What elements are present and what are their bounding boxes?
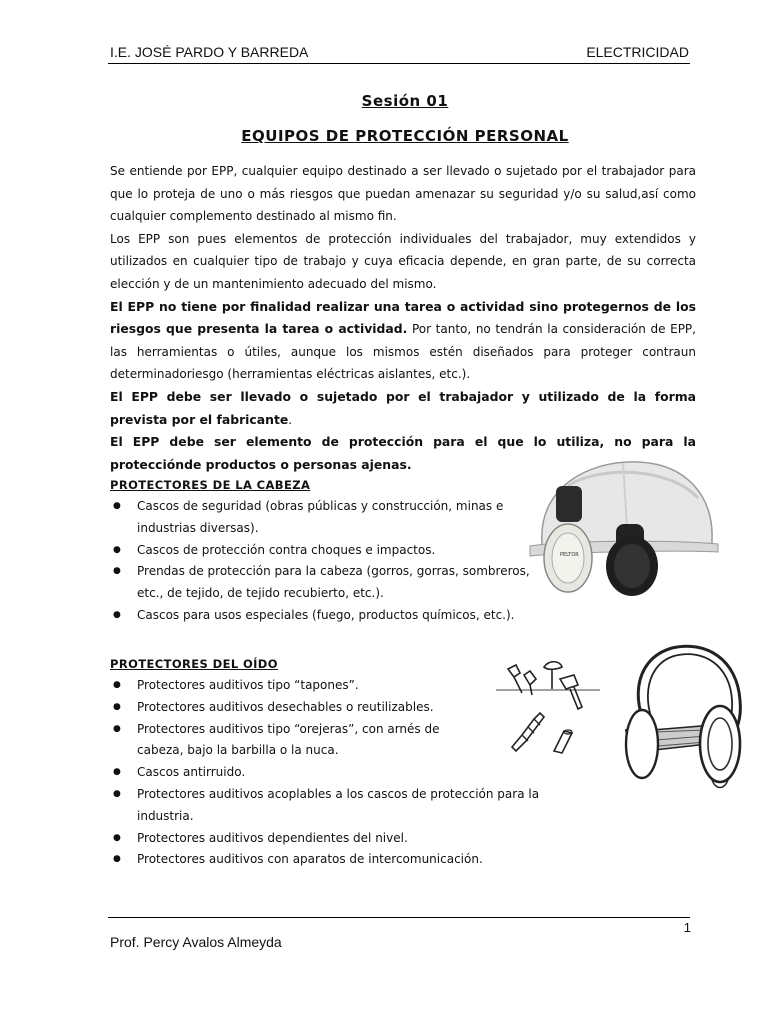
intro-p3-bold: El EPP no tiene por finalidad realizar una tarea o actividad sino protegernos de los riesgos que presenta la tarea o actividad. (110, 298, 696, 337)
intro-text (110, 160, 696, 476)
page-number: 1 (683, 920, 691, 935)
bullet-icon: ● (113, 788, 121, 799)
list-item: ● Protectores auditivos dependientes del nivel. (110, 828, 580, 850)
helmet-brand-label: PELTOR (560, 552, 579, 558)
earmuffs-image (612, 640, 762, 825)
intro-p4-end: . (288, 412, 293, 427)
list-item: ● Protectores auditivos desechables o reutilizables. (110, 697, 580, 719)
list-item: ● Protectores auditivos tipo “tapones”. (110, 675, 580, 697)
list-item: ● Cascos de protección contra choques e impactos. (110, 540, 540, 562)
list-item: ● Protectores auditivos tipo “orejeras”, con arnés de cabeza, bajo la barbilla o la nuca. (110, 719, 580, 763)
list-item: ● Prendas de protección para la cabeza (gorros, gorras, sombreros, etc., de tejido, de tejido recubierto, etc.). (110, 561, 540, 605)
footer-author: Prof. Percy Avalos Almeyda (110, 934, 282, 950)
bullet-icon: ● (113, 723, 121, 734)
session-title: Sesión 01 (361, 92, 449, 110)
intro-p3-rest: Por tanto, no tendrán la consideración de EPP, las herramientas o útiles, aunque los mismos estén diseñados para proteger contraun determinadoriesgo (herramientas eléctricas aislantes, etc.). (110, 322, 696, 382)
bullet-icon: ● (113, 854, 121, 865)
footer-divider (108, 917, 690, 918)
list-item: ● Protectores auditivos con aparatos de intercomunicación. (110, 849, 580, 871)
head-protectors-title: PROTECTORES DE LA CABEZA (110, 478, 311, 492)
list-item: ● Cascos de seguridad (obras públicas y construcción, minas e industrias diversas). (110, 496, 540, 540)
helmet-earmuffs-image (528, 448, 724, 596)
list-item: ● Cascos antirruido. (110, 762, 580, 784)
main-title: EQUIPOS DE PROTECCIÓN PERSONAL (241, 127, 569, 145)
intro-p4-bold: El EPP debe ser llevado o sujetado por el trabajador y utilizado de la forma prevista por el fabricante (110, 388, 696, 427)
intro-p5-bold: El EPP debe ser elemento de protección para el que lo utiliza, no para la protecciónde productos o personas ajenas. (110, 434, 696, 472)
earplugs-image (494, 655, 602, 767)
header-subject: ELECTRICIDAD (586, 44, 689, 60)
header-divider (108, 63, 690, 64)
bullet-icon: ● (113, 566, 121, 577)
list-item: ● Protectores auditivos acoplables a los cascos de protección para la industria. (110, 784, 580, 828)
intro-paragraph-1: Se entiende por EPP, cualquier equipo destinado a ser llevado o sujetado por el trabajador para que lo proteja de uno o más riesgos que puedan amenazar su seguridad y/o su salud,así como cualquier complemento destinado al mismo fin. (110, 164, 696, 224)
bullet-icon: ● (113, 501, 121, 511)
bullet-icon: ● (113, 609, 121, 620)
list-item: ● Cascos para usos especiales (fuego, productos químicos, etc.). (110, 605, 540, 627)
bullet-icon: ● (113, 832, 121, 843)
head-protectors-list (110, 496, 540, 627)
header-school: I.E. JOSÉ PARDO Y BARREDA (110, 44, 309, 60)
bullet-icon: ● (113, 544, 121, 555)
intro-paragraph-4 (110, 386, 696, 431)
ear-protectors-title: PROTECTORES DEL OÍDO (110, 657, 278, 671)
bullet-icon: ● (113, 701, 121, 712)
intro-paragraph-2: Los EPP son pues elementos de protección individuales del trabajador, muy extendidos y utilizados en cualquier tipo de trabajo y cuya eficacia depende, en gran parte, de su correcta elección y de un mantenimiento adecuado del mismo. (110, 231, 696, 291)
bullet-icon: ● (113, 680, 121, 690)
intro-paragraph-3 (110, 296, 696, 386)
bullet-icon: ● (113, 767, 121, 778)
